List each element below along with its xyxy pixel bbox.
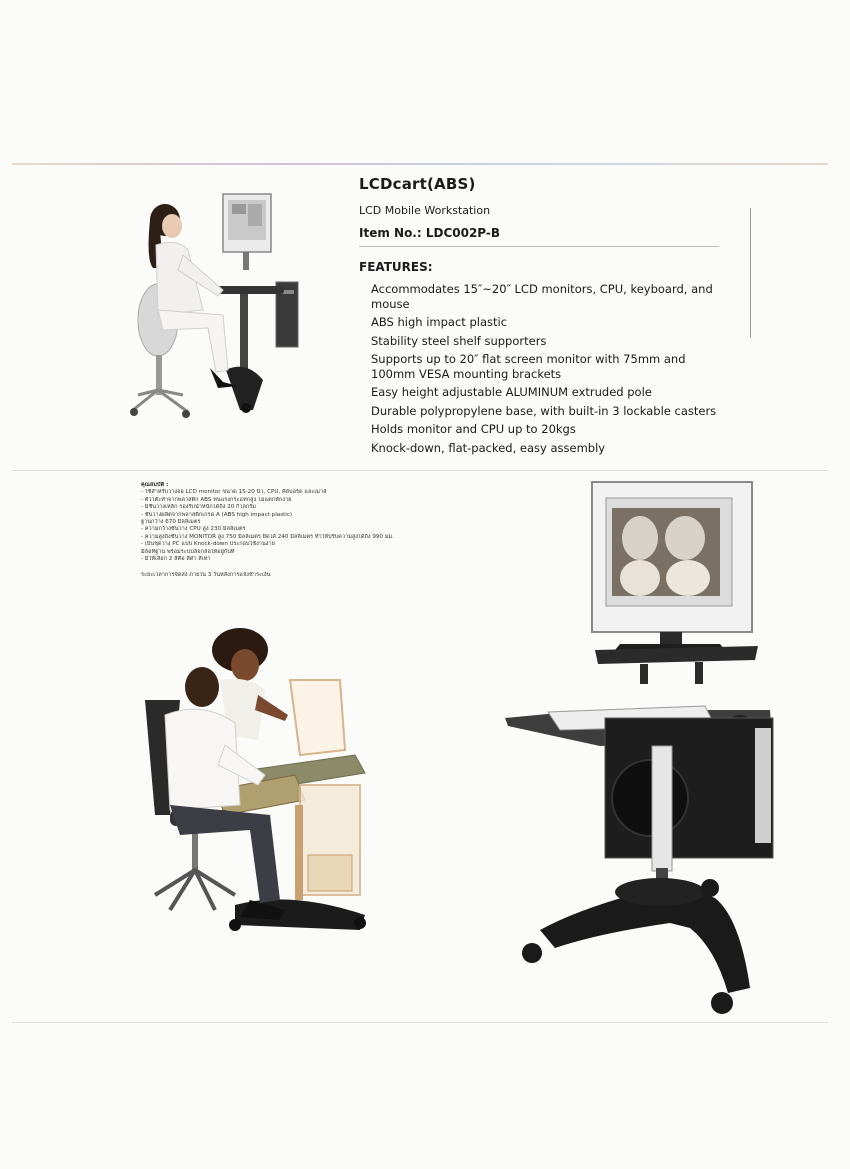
product-subtitle: LCD Mobile Workstation — [359, 204, 491, 217]
thai-spec-heading: คุณสมบัติ : — [141, 482, 169, 488]
thai-spec-line: - เป็นชุดวาง PC แบบ Knock-down ประกอบใช้งานง่าย — [141, 541, 275, 548]
thai-spec-line: มีล้อที่ฐาน พร้อมระบบล็อกล้อให้อยู่กับที่ — [141, 548, 235, 555]
feature-item: Easy height adjustable ALUMINUM extruded pole — [371, 385, 652, 399]
thai-spec-line: ฐานกว้าง 670 มิลลิเมตร — [141, 519, 201, 526]
thai-spec-block — [141, 482, 471, 580]
vertical-rule — [750, 208, 751, 338]
feature-item: Knock-down, flat-packed, easy assembly — [371, 440, 606, 455]
features-list — [371, 282, 721, 459]
middle-divider — [12, 470, 828, 471]
thai-spec-line: - ตัวโต๊ะทำจากพลาสติก ABS ทนแรงกระแทกสูง ไม่แตกหักง่าย — [141, 496, 292, 503]
feature-item: Supports up to 20″ flat screen monitor with 75mm and 100mm VESA mounting brackets — [371, 352, 686, 381]
item-number: Item No.: LDC002P-B — [359, 226, 501, 240]
woman-at-cart-photo — [128, 190, 303, 425]
bottom-divider — [12, 1022, 828, 1023]
top-divider — [12, 163, 828, 165]
thai-spec-line: - มีให้เลือก 2 สีคือ สีดำ สีเทา — [141, 556, 211, 563]
thai-spec-line: - มีชั้นวางเหล็ก รองรับน้ำหนักได้ถึง 20 กิโลกรัม — [141, 504, 256, 511]
feature-item: Holds monitor and CPU up to 20kgs — [371, 422, 576, 436]
feature-item: Accommodates 15″~20″ LCD monitors, CPU, keyboard, and mouse — [371, 282, 713, 311]
feature-item: ABS high impact plastic — [371, 315, 508, 329]
feature-item: Stability steel shelf supporters — [371, 333, 547, 348]
thai-spec-footer: ระยะเวลาการจัดส่ง ภายใน 3 วันหลังการแจ้งชำระเงิน — [141, 572, 271, 579]
thai-spec-line: - ความสูงถึงชั้นวาง MONITOR สูง 750 มิลลิเมตร ยืดได้ 240 มิลลิเมตร ทำให้ปรับความสูงได้ถึง 990 มม. — [141, 533, 394, 540]
features-heading: FEATURES: — [359, 260, 433, 274]
product-title: LCDcart(ABS) — [359, 175, 476, 193]
thai-spec-line: - ชั้นวางผลิตจากพลาสติกเกรด A (ABS high impact plastic) — [141, 511, 293, 518]
feature-item: Durable polypropylene base, with built-in 3 lockable casters — [371, 403, 717, 418]
item-underline — [359, 246, 719, 247]
lcd-cart-product-photo — [500, 478, 785, 1023]
couple-at-cart-photo — [140, 625, 375, 940]
thai-spec-line: - ความกว้างชั้นวาง CPU สูง 230 มิลลิเมตร — [141, 526, 246, 533]
thai-spec-line: - ใช้สำหรับวางจอ LCD monitor ขนาด 15-20 นิ้ว, CPU, คีย์บอร์ด และเมาส์ — [141, 489, 327, 496]
